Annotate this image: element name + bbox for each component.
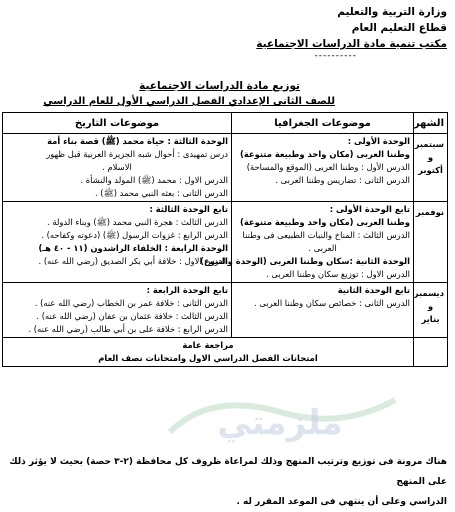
history-line: تابع الوحدة الرابعة : xyxy=(146,285,228,295)
table-row xyxy=(3,283,448,338)
ministry-name: وزارة التربية والتعليم xyxy=(337,6,447,18)
geography-cell xyxy=(200,202,414,283)
ministry-header xyxy=(247,4,447,60)
footer-line-1: هناك مرونة فى توزيع وترتيب المنهج وذلك لمراعاة ظروف كل محافظة (٢-٣ حصة) بحيث لا يؤثر ذلك على المنهج xyxy=(9,457,447,487)
month-label: ديسمبر xyxy=(413,288,444,298)
header-geography: موضوعات الجغرافيا xyxy=(232,113,414,134)
watermark-text: ملزمتي xyxy=(217,403,343,443)
table-header-row xyxy=(3,113,448,134)
review-exams: امتحانات الفصل الدراسي الاول وامتحانات نصف العام xyxy=(98,353,318,363)
history-line: الدرس الاول : خلافة أبي بكر الصديق (رضي الله عنه) . xyxy=(38,256,228,266)
review-row xyxy=(3,338,448,367)
history-line: الدرس الاول : محمد (ﷺ) المولد والنشأة . xyxy=(80,175,228,185)
month-label: و xyxy=(427,152,434,162)
month-cell xyxy=(414,202,448,283)
history-cell xyxy=(3,134,232,202)
month-cell xyxy=(414,283,448,338)
geography-line: الدرس الأول : وطننا العربى (الموقع والمساحة) xyxy=(246,162,410,172)
month-label: نوفمبر xyxy=(415,207,444,217)
geography-line: تابع الوحدة الثانية xyxy=(337,285,410,295)
month-label: و xyxy=(427,301,434,311)
history-line: الوحدة الرابعة : الخلفاء الراشدون (١١ - ٤٠ هـ) xyxy=(38,243,228,253)
geography-line: الوحدة الثانية :سكان وطننا العربى (الوحدة والتنوع) xyxy=(200,256,410,266)
office-name: مكتب تنمية مادة الدراسات الاجتماعية xyxy=(256,38,447,50)
geography-line: تابع الوحدة الأولى : xyxy=(329,204,410,214)
curriculum-table xyxy=(2,112,448,367)
header-month: الشهر xyxy=(414,113,448,134)
review-title: مراجعة عامة xyxy=(182,340,234,350)
geography-line: الدرس الثالث : المناخ والنبات الطبيعى فى وطننا xyxy=(242,230,410,240)
geography-line: الدرس الاول : توزيع سكان وطننا العربى . xyxy=(266,269,410,279)
geography-line: الدرس الثانى : خصائص سكان وطننا العربى . xyxy=(253,298,410,308)
footer-note xyxy=(7,452,447,512)
history-line: الدرس الرابع : غزوات الرسول (ﷺ) (دعوته وكفاحه) . xyxy=(41,230,228,240)
geography-line: الدرس الثانى : تضاريس وطننا العربى . xyxy=(275,175,410,185)
history-cell xyxy=(3,202,232,283)
history-line: الدرس الرابع : خلافة على بن أبي طالب (رضي الله عنه) . xyxy=(28,324,228,334)
history-line: الوحدة الثالثة : حياة محمد (ﷺ) قصة بناء أمة xyxy=(47,136,228,146)
geography-line: العربى . xyxy=(308,243,337,253)
history-line: تابع الوحدة الثالثة : xyxy=(149,204,228,214)
table-row xyxy=(3,134,448,202)
history-line: درس تمهيدى : أحوال شبه الجزيرة العربية قبل ظهور xyxy=(46,149,228,159)
month-label: يناير xyxy=(421,314,440,324)
sector-name: قطاع التعليم العام xyxy=(351,22,447,34)
geography-cell xyxy=(232,283,414,338)
month-label: أكتوبر xyxy=(418,165,443,175)
history-line: الدرس الثالث : خلافة عثمان بن عفان (رضي الله عنه) . xyxy=(36,311,228,321)
geography-line: وطننا العربى (مكان واحد وطبيعة متنوعة) xyxy=(240,217,410,227)
history-line: الدرس الثالث : هجرة النبي محمد (ﷺ) وبناء الدولة . xyxy=(47,217,228,227)
geography-line: الوحدة الأولى : xyxy=(347,136,410,146)
header-dashes: ---------- xyxy=(314,51,357,61)
history-line: الدرس الثانى : خلافة عمر بن الخطاب (رضي الله عنه) . xyxy=(34,298,228,308)
month-label: سبتمبر xyxy=(414,139,444,149)
history-cell xyxy=(3,283,232,338)
watermark-logo xyxy=(150,382,410,452)
review-cell xyxy=(3,338,414,367)
geography-cell xyxy=(232,134,414,202)
history-line: الاسلام . xyxy=(102,162,132,172)
review-month-cell xyxy=(414,338,448,367)
geography-line: وطننا العربى (مكان واحد وطبيعة متنوعة) xyxy=(240,149,410,159)
footer-line-2: الدراسي وعلى أن ينتهي فى الموعد المقرر له . xyxy=(236,497,447,507)
month-cell xyxy=(414,134,448,202)
history-line: الدرس الثانى : بعثه النبي محمد (ﷺ) . xyxy=(94,188,228,198)
document-title: توزيع مادة الدراسات الاجتماعية xyxy=(139,80,300,92)
document-subtitle: للصف الثانى الإعدادي الفصل الدراسي الأول للعام الدراسي xyxy=(43,96,335,107)
header-history: موضوعات التاريخ xyxy=(3,113,232,134)
table-body xyxy=(3,134,448,338)
table-row xyxy=(3,202,448,283)
